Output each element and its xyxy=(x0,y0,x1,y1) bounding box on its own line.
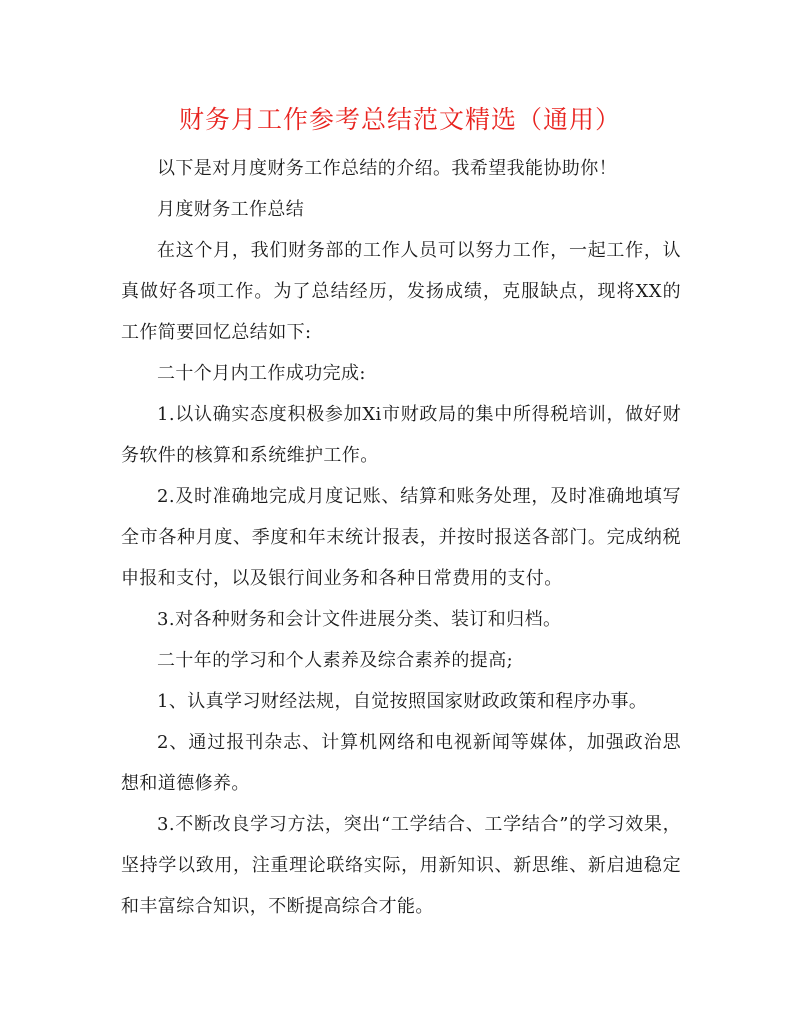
list-item: 1.以认确实态度积极参加Xi市财政局的集中所得税培训，做好财务软件的核算和系统维护工作。 xyxy=(121,404,681,466)
intro-paragraph: 以下是对月度财务工作总结的介绍。我希望我能协助你！ xyxy=(157,158,617,179)
list-item: 1、认真学习财经法规，自觉按照国家财政政策和程序办事。 xyxy=(157,691,648,712)
body-paragraph: 在这个月，我们财务部的工作人员可以努力工作，一起工作，认真做好各项工作。为了总结经历，发扬成绩，克服缺点，现将XX的工作简要回忆总结如下: xyxy=(121,240,681,343)
document-title: 财务月工作参考总结范文精选（通用） xyxy=(178,105,621,134)
list-item: 3.对各种财务和会计文件进展分类、装订和归档。 xyxy=(157,609,562,630)
section-heading: 二十年的学习和个人素养及综合素养的提高; xyxy=(157,650,514,671)
list-item: 2、通过报刊杂志、计算机网络和电视新闻等媒体，加强政治思想和道德修养。 xyxy=(121,732,681,794)
list-item: 2.及时准确地完成月度记账、结算和账务处理，及时准确地填写全市各种月度、季度和年末统计报表，并按时报送各部门。完成纳税申报和支付，以及银行间业务和各种日常费用的支付。 xyxy=(121,486,681,589)
document-body xyxy=(121,148,681,927)
list-item: 3.不断改良学习方法，突出“工学结合、工学结合”的学习效果，坚持学以致用，注重理论联络实际，用新知识、新思维、新启迪稳定和丰富综合知识，不断提高综合才能。 xyxy=(121,814,681,917)
section-heading: 二十个月内工作成功完成: xyxy=(157,363,366,384)
section-heading: 月度财务工作总结 xyxy=(157,199,305,220)
